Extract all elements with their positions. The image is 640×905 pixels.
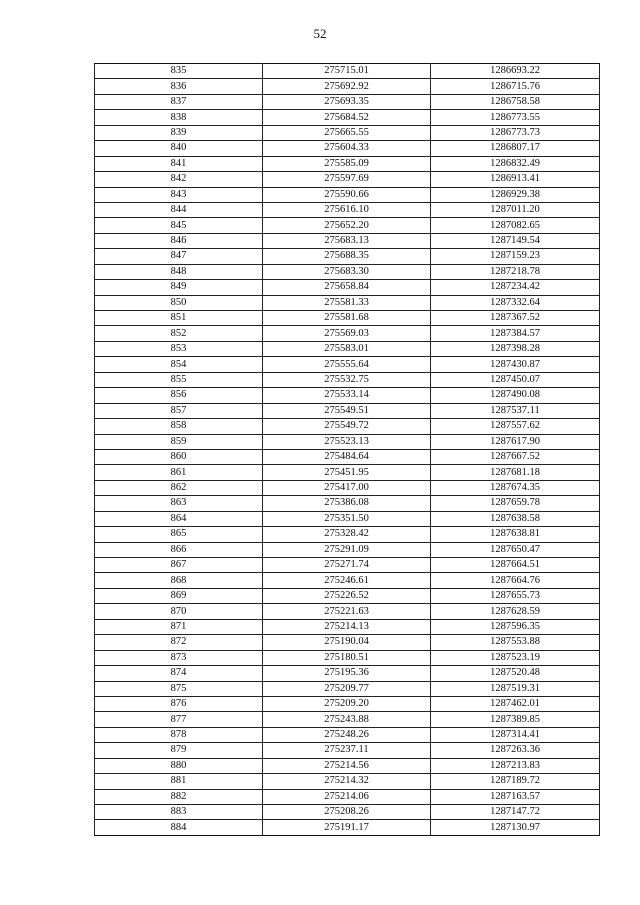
y-coordinate-cell: 1287667.52 (431, 449, 600, 464)
y-coordinate-cell: 1287384.57 (431, 326, 600, 341)
table-row (95, 249, 600, 264)
y-coordinate-cell: 1287213.83 (431, 758, 600, 773)
table-row (95, 666, 600, 681)
table-row (95, 480, 600, 495)
table-row (95, 774, 600, 789)
point-number-cell: 837 (95, 94, 263, 109)
point-number-cell: 875 (95, 681, 263, 696)
x-coordinate-cell: 275692.92 (263, 79, 431, 94)
x-coordinate-cell: 275683.30 (263, 264, 431, 279)
x-coordinate-cell: 275386.08 (263, 496, 431, 511)
point-number-cell: 879 (95, 743, 263, 758)
x-coordinate-cell: 275191.17 (263, 820, 431, 835)
point-number-cell: 871 (95, 619, 263, 634)
x-coordinate-cell: 275214.32 (263, 774, 431, 789)
x-coordinate-cell: 275688.35 (263, 249, 431, 264)
y-coordinate-cell: 1287557.62 (431, 419, 600, 434)
x-coordinate-cell: 275532.75 (263, 372, 431, 387)
table-row (95, 619, 600, 634)
table-row (95, 758, 600, 773)
y-coordinate-cell: 1286929.38 (431, 187, 600, 202)
x-coordinate-cell: 275248.26 (263, 727, 431, 742)
point-number-cell: 859 (95, 434, 263, 449)
point-number-cell: 842 (95, 172, 263, 187)
y-coordinate-cell: 1287650.47 (431, 542, 600, 557)
y-coordinate-cell: 1287163.57 (431, 789, 600, 804)
table-row (95, 419, 600, 434)
table-row (95, 280, 600, 295)
y-coordinate-cell: 1287430.87 (431, 357, 600, 372)
x-coordinate-cell: 275658.84 (263, 280, 431, 295)
point-number-cell: 858 (95, 419, 263, 434)
x-coordinate-cell: 275616.10 (263, 202, 431, 217)
y-coordinate-cell: 1287450.07 (431, 372, 600, 387)
point-number-cell: 869 (95, 588, 263, 603)
point-number-cell: 877 (95, 712, 263, 727)
table-row (95, 542, 600, 557)
point-number-cell: 850 (95, 295, 263, 310)
y-coordinate-cell: 1287638.81 (431, 527, 600, 542)
y-coordinate-cell: 1287519.31 (431, 681, 600, 696)
table-row (95, 743, 600, 758)
point-number-cell: 864 (95, 511, 263, 526)
coordinates-table (94, 63, 600, 836)
point-number-cell: 873 (95, 650, 263, 665)
y-coordinate-cell: 1286832.49 (431, 156, 600, 171)
table-row (95, 511, 600, 526)
x-coordinate-cell: 275214.13 (263, 619, 431, 634)
point-number-cell: 883 (95, 805, 263, 820)
point-number-cell: 840 (95, 141, 263, 156)
table-row (95, 820, 600, 835)
table-row (95, 64, 600, 79)
x-coordinate-cell: 275583.01 (263, 341, 431, 356)
table-row (95, 604, 600, 619)
x-coordinate-cell: 275665.55 (263, 125, 431, 140)
table-row (95, 218, 600, 233)
x-coordinate-cell: 275351.50 (263, 511, 431, 526)
page-number: 52 (313, 26, 327, 41)
x-coordinate-cell: 275715.01 (263, 64, 431, 79)
table-row (95, 558, 600, 573)
y-coordinate-cell: 1287189.72 (431, 774, 600, 789)
x-coordinate-cell: 275195.36 (263, 666, 431, 681)
y-coordinate-cell: 1287130.97 (431, 820, 600, 835)
x-coordinate-cell: 275180.51 (263, 650, 431, 665)
point-number-cell: 872 (95, 635, 263, 650)
point-number-cell: 847 (95, 249, 263, 264)
y-coordinate-cell: 1287674.35 (431, 480, 600, 495)
y-coordinate-cell: 1287553.88 (431, 635, 600, 650)
point-number-cell: 881 (95, 774, 263, 789)
y-coordinate-cell: 1287628.59 (431, 604, 600, 619)
table-row (95, 403, 600, 418)
x-coordinate-cell: 275549.72 (263, 419, 431, 434)
table-row (95, 681, 600, 696)
x-coordinate-cell: 275246.61 (263, 573, 431, 588)
point-number-cell: 874 (95, 666, 263, 681)
x-coordinate-cell: 275221.63 (263, 604, 431, 619)
table-row (95, 727, 600, 742)
x-coordinate-cell: 275190.04 (263, 635, 431, 650)
point-number-cell: 846 (95, 233, 263, 248)
table-row (95, 496, 600, 511)
table-row (95, 311, 600, 326)
table-row (95, 434, 600, 449)
table-row (95, 110, 600, 125)
x-coordinate-cell: 275693.35 (263, 94, 431, 109)
table-row (95, 233, 600, 248)
point-number-cell: 862 (95, 480, 263, 495)
y-coordinate-cell: 1287523.19 (431, 650, 600, 665)
x-coordinate-cell: 275226.52 (263, 588, 431, 603)
x-coordinate-cell: 275243.88 (263, 712, 431, 727)
table-row (95, 94, 600, 109)
point-number-cell: 848 (95, 264, 263, 279)
y-coordinate-cell: 1287681.18 (431, 465, 600, 480)
x-coordinate-cell: 275451.95 (263, 465, 431, 480)
table-row (95, 650, 600, 665)
point-number-cell: 843 (95, 187, 263, 202)
point-number-cell: 861 (95, 465, 263, 480)
x-coordinate-cell: 275683.13 (263, 233, 431, 248)
point-number-cell: 878 (95, 727, 263, 742)
x-coordinate-cell: 275271.74 (263, 558, 431, 573)
y-coordinate-cell: 1287659.78 (431, 496, 600, 511)
y-coordinate-cell: 1287082.65 (431, 218, 600, 233)
point-number-cell: 880 (95, 758, 263, 773)
x-coordinate-cell: 275533.14 (263, 388, 431, 403)
y-coordinate-cell: 1287389.85 (431, 712, 600, 727)
x-coordinate-cell: 275590.66 (263, 187, 431, 202)
x-coordinate-cell: 275581.33 (263, 295, 431, 310)
point-number-cell: 868 (95, 573, 263, 588)
table-row (95, 588, 600, 603)
y-coordinate-cell: 1287655.73 (431, 588, 600, 603)
x-coordinate-cell: 275208.26 (263, 805, 431, 820)
x-coordinate-cell: 275484.64 (263, 449, 431, 464)
table-row (95, 372, 600, 387)
point-number-cell: 876 (95, 696, 263, 711)
point-number-cell: 851 (95, 311, 263, 326)
x-coordinate-cell: 275214.06 (263, 789, 431, 804)
y-coordinate-cell: 1287011.20 (431, 202, 600, 217)
y-coordinate-cell: 1287147.72 (431, 805, 600, 820)
y-coordinate-cell: 1287664.76 (431, 573, 600, 588)
point-number-cell: 838 (95, 110, 263, 125)
x-coordinate-cell: 275597.69 (263, 172, 431, 187)
point-number-cell: 884 (95, 820, 263, 835)
x-coordinate-cell: 275585.09 (263, 156, 431, 171)
y-coordinate-cell: 1287149.54 (431, 233, 600, 248)
x-coordinate-cell: 275569.03 (263, 326, 431, 341)
point-number-cell: 835 (95, 64, 263, 79)
x-coordinate-cell: 275209.77 (263, 681, 431, 696)
x-coordinate-cell: 275581.68 (263, 311, 431, 326)
y-coordinate-cell: 1287398.28 (431, 341, 600, 356)
table-row (95, 388, 600, 403)
point-number-cell: 870 (95, 604, 263, 619)
table-row (95, 357, 600, 372)
y-coordinate-cell: 1286913.41 (431, 172, 600, 187)
table-row (95, 573, 600, 588)
point-number-cell: 852 (95, 326, 263, 341)
table-row (95, 295, 600, 310)
x-coordinate-cell: 275209.20 (263, 696, 431, 711)
table-row (95, 635, 600, 650)
x-coordinate-cell: 275549.51 (263, 403, 431, 418)
point-number-cell: 860 (95, 449, 263, 464)
y-coordinate-cell: 1286773.55 (431, 110, 600, 125)
y-coordinate-cell: 1287490.08 (431, 388, 600, 403)
x-coordinate-cell: 275417.00 (263, 480, 431, 495)
point-number-cell: 853 (95, 341, 263, 356)
point-number-cell: 839 (95, 125, 263, 140)
table-row (95, 465, 600, 480)
y-coordinate-cell: 1287462.01 (431, 696, 600, 711)
point-number-cell: 844 (95, 202, 263, 217)
y-coordinate-cell: 1286693.22 (431, 64, 600, 79)
point-number-cell: 856 (95, 388, 263, 403)
table-row (95, 696, 600, 711)
point-number-cell: 882 (95, 789, 263, 804)
y-coordinate-cell: 1287332.64 (431, 295, 600, 310)
y-coordinate-cell: 1287638.58 (431, 511, 600, 526)
point-number-cell: 854 (95, 357, 263, 372)
point-number-cell: 841 (95, 156, 263, 171)
y-coordinate-cell: 1287218.78 (431, 264, 600, 279)
y-coordinate-cell: 1287617.90 (431, 434, 600, 449)
table-row (95, 449, 600, 464)
y-coordinate-cell: 1286807.17 (431, 141, 600, 156)
table-row (95, 172, 600, 187)
table-row (95, 341, 600, 356)
table-row (95, 141, 600, 156)
x-coordinate-cell: 275523.13 (263, 434, 431, 449)
table-row (95, 527, 600, 542)
point-number-cell: 845 (95, 218, 263, 233)
point-number-cell: 863 (95, 496, 263, 511)
point-number-cell: 836 (95, 79, 263, 94)
y-coordinate-cell: 1286758.58 (431, 94, 600, 109)
y-coordinate-cell: 1287263.36 (431, 743, 600, 758)
table-row (95, 789, 600, 804)
x-coordinate-cell: 275328.42 (263, 527, 431, 542)
y-coordinate-cell: 1286773.73 (431, 125, 600, 140)
y-coordinate-cell: 1286715.76 (431, 79, 600, 94)
table-row (95, 264, 600, 279)
table-row (95, 156, 600, 171)
x-coordinate-cell: 275291.09 (263, 542, 431, 557)
x-coordinate-cell: 275604.33 (263, 141, 431, 156)
x-coordinate-cell: 275652.20 (263, 218, 431, 233)
point-number-cell: 855 (95, 372, 263, 387)
coordinates-table-body (95, 64, 600, 836)
table-row (95, 712, 600, 727)
point-number-cell: 849 (95, 280, 263, 295)
table-row (95, 187, 600, 202)
point-number-cell: 857 (95, 403, 263, 418)
point-number-cell: 867 (95, 558, 263, 573)
y-coordinate-cell: 1287234.42 (431, 280, 600, 295)
x-coordinate-cell: 275237.11 (263, 743, 431, 758)
table-row (95, 79, 600, 94)
y-coordinate-cell: 1287520.48 (431, 666, 600, 681)
y-coordinate-cell: 1287159.23 (431, 249, 600, 264)
table-row (95, 202, 600, 217)
y-coordinate-cell: 1287537.11 (431, 403, 600, 418)
y-coordinate-cell: 1287664.51 (431, 558, 600, 573)
y-coordinate-cell: 1287367.52 (431, 311, 600, 326)
table-row (95, 326, 600, 341)
x-coordinate-cell: 275555.64 (263, 357, 431, 372)
table-row (95, 805, 600, 820)
y-coordinate-cell: 1287314.41 (431, 727, 600, 742)
point-number-cell: 866 (95, 542, 263, 557)
point-number-cell: 865 (95, 527, 263, 542)
x-coordinate-cell: 275214.56 (263, 758, 431, 773)
x-coordinate-cell: 275684.52 (263, 110, 431, 125)
table-row (95, 125, 600, 140)
y-coordinate-cell: 1287596.35 (431, 619, 600, 634)
